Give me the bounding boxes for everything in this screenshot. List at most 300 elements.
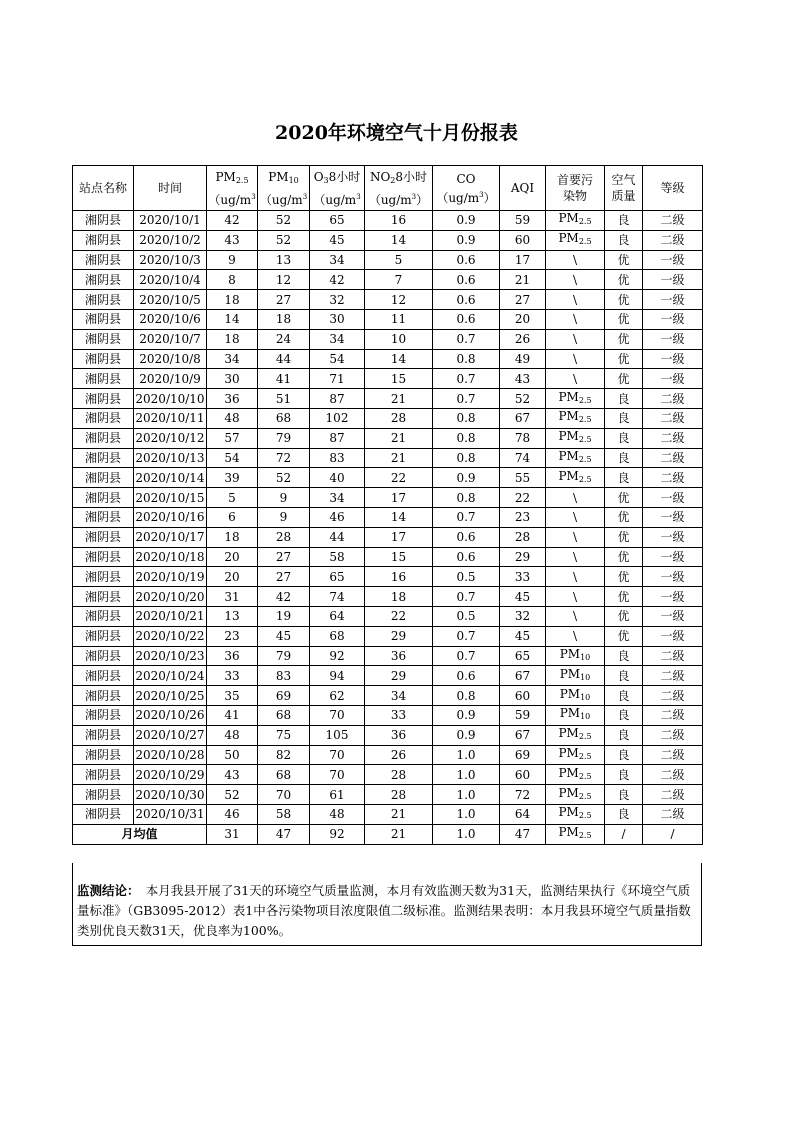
table-cell: 14	[365, 507, 433, 527]
table-cell: 良	[605, 666, 643, 686]
table-cell: 64	[500, 804, 546, 824]
header-label: AQI	[510, 181, 535, 195]
table-cell: 79	[258, 646, 310, 666]
header-label: PM	[215, 169, 236, 184]
table-row	[73, 488, 703, 508]
table-row	[73, 448, 703, 468]
header-subscript: 3	[323, 175, 329, 185]
table-cell	[546, 428, 605, 448]
table-cell: 优	[605, 527, 643, 547]
table-cell: 一级	[643, 488, 703, 508]
table-cell: 0.7	[433, 329, 500, 349]
table-cell: 湘阴县	[73, 626, 134, 646]
table-cell: 78	[500, 428, 546, 448]
table-cell: 0.7	[433, 507, 500, 527]
table-cell: 36	[365, 646, 433, 666]
table-cell: 二级	[643, 468, 703, 488]
table-cell: 二级	[643, 804, 703, 824]
table-cell: 优	[605, 369, 643, 389]
table-cell: 湘阴县	[73, 527, 134, 547]
table-cell: 2020/10/28	[134, 745, 207, 765]
table-cell: 湘阴县	[73, 725, 134, 745]
table-cell	[546, 785, 605, 805]
header-label: 站点名称	[78, 181, 127, 195]
table-cell: 65	[310, 211, 365, 231]
table-cell	[546, 686, 605, 706]
table-cell: 一级	[643, 606, 703, 626]
header-label: 等级	[660, 181, 685, 195]
table-cell: 60	[500, 230, 546, 250]
header-suffix: 8小时	[328, 169, 361, 184]
table-cell: 2020/10/10	[134, 389, 207, 409]
table-cell: \	[546, 369, 605, 389]
pollutant-subscript: 2.5	[578, 831, 592, 841]
table-cell: 43	[207, 230, 258, 250]
header-label: NO	[369, 169, 391, 184]
table-row	[73, 369, 703, 389]
column-header	[365, 166, 433, 211]
header-unit: （ug/m	[313, 192, 357, 207]
column-header	[207, 166, 258, 211]
table-cell: 12	[365, 290, 433, 310]
table-cell: \	[546, 547, 605, 567]
table-cell: 一级	[643, 290, 703, 310]
table-cell: 2020/10/11	[134, 408, 207, 428]
header-superscript: 3	[411, 192, 417, 201]
table-cell: 30	[310, 309, 365, 329]
average-cell: 92	[310, 824, 365, 844]
table-cell: 一级	[643, 587, 703, 607]
pollutant-base: PM	[559, 706, 581, 721]
table-cell: 2020/10/26	[134, 705, 207, 725]
table-cell: 46	[207, 804, 258, 824]
table-cell: 44	[258, 349, 310, 369]
table-cell: 18	[258, 309, 310, 329]
table-cell: 0.7	[433, 646, 500, 666]
table-cell	[546, 230, 605, 250]
header-superscript: 3	[356, 192, 361, 201]
table-row	[73, 507, 703, 527]
header-superscript: 3	[302, 192, 308, 201]
average-cell: 47	[258, 824, 310, 844]
table-cell: 优	[605, 270, 643, 290]
header-label: PM	[268, 169, 289, 184]
table-cell: 52	[207, 785, 258, 805]
table-cell	[546, 745, 605, 765]
header-label: 时间	[157, 181, 182, 195]
table-row	[73, 211, 703, 231]
table-cell: 22	[500, 488, 546, 508]
table-cell: 45	[500, 587, 546, 607]
table-cell: 40	[310, 468, 365, 488]
header-close: ）	[416, 192, 429, 207]
table-cell: 17	[500, 250, 546, 270]
table-cell: 21	[365, 448, 433, 468]
table-cell: 22	[365, 468, 433, 488]
table-cell: 2020/10/14	[134, 468, 207, 488]
table-cell: 1.0	[433, 765, 500, 785]
average-cell: /	[643, 824, 703, 844]
table-cell: 13	[207, 606, 258, 626]
table-cell	[546, 765, 605, 785]
table-cell: 72	[500, 785, 546, 805]
table-cell	[546, 389, 605, 409]
header-superscript: 3	[251, 192, 256, 201]
table-row	[73, 785, 703, 805]
table-cell: 17	[365, 488, 433, 508]
table-row	[73, 705, 703, 725]
table-cell: 2020/10/12	[134, 428, 207, 448]
header-unit: （ug/m	[368, 192, 412, 207]
table-cell: 湘阴县	[73, 804, 134, 824]
table-cell: 18	[207, 527, 258, 547]
column-header	[310, 166, 365, 211]
pollutant-base: PM	[558, 448, 579, 463]
table-cell: 0.8	[433, 448, 500, 468]
conclusion-label: 监测结论：	[77, 883, 134, 898]
table-cell: 二级	[643, 448, 703, 468]
table-row	[73, 587, 703, 607]
table-cell: 0.7	[433, 626, 500, 646]
table-cell: 46	[310, 507, 365, 527]
pollutant-subscript: 2.5	[578, 415, 592, 425]
table-cell: 2020/10/3	[134, 250, 207, 270]
table-cell: 1.0	[433, 745, 500, 765]
table-row	[73, 606, 703, 626]
header-unit: （ug/m	[436, 190, 480, 205]
average-row	[73, 824, 703, 844]
table-cell: 52	[258, 230, 310, 250]
pollutant-subscript: 2.5	[578, 435, 592, 445]
table-cell: \	[546, 329, 605, 349]
table-cell: 33	[207, 666, 258, 686]
table-cell: 21	[365, 389, 433, 409]
table-cell: 27	[258, 567, 310, 587]
table-cell: 0.9	[433, 468, 500, 488]
table-cell: 良	[605, 765, 643, 785]
table-cell: 45	[310, 230, 365, 250]
table-cell: 一级	[643, 567, 703, 587]
table-cell: 28	[258, 527, 310, 547]
table-cell: 83	[310, 448, 365, 468]
table-cell	[546, 666, 605, 686]
table-cell: 20	[500, 309, 546, 329]
table-cell: 良	[605, 745, 643, 765]
table-cell: 一级	[643, 527, 703, 547]
table-cell: \	[546, 349, 605, 369]
table-cell: 87	[310, 428, 365, 448]
table-cell: 22	[365, 606, 433, 626]
header-label: 空气	[611, 173, 636, 187]
table-cell: 29	[365, 666, 433, 686]
table-cell: 湘阴县	[73, 686, 134, 706]
table-cell: 2020/10/23	[134, 646, 207, 666]
table-cell: 0.7	[433, 389, 500, 409]
table-cell: 58	[258, 804, 310, 824]
conclusion-box	[72, 863, 702, 946]
column-header	[134, 166, 207, 211]
table-cell: 二级	[643, 230, 703, 250]
table-cell: 湘阴县	[73, 606, 134, 626]
table-cell	[546, 408, 605, 428]
table-cell: 20	[207, 547, 258, 567]
table-cell: 34	[310, 329, 365, 349]
table-cell: 65	[500, 646, 546, 666]
table-row	[73, 527, 703, 547]
table-cell: 2020/10/13	[134, 448, 207, 468]
table-cell: 6	[207, 507, 258, 527]
pollutant-subscript: 10	[580, 692, 591, 702]
table-cell: 70	[310, 705, 365, 725]
pollutant-subscript: 2.5	[578, 811, 592, 821]
table-row	[73, 468, 703, 488]
table-cell: 一级	[643, 329, 703, 349]
table-cell: 一级	[643, 250, 703, 270]
table-cell: 44	[310, 527, 365, 547]
header-superscript: 3	[479, 190, 484, 199]
table-cell: 28	[500, 527, 546, 547]
table-cell: 0.6	[433, 290, 500, 310]
table-cell: 2020/10/22	[134, 626, 207, 646]
table-cell: 二级	[643, 428, 703, 448]
table-cell: 优	[605, 349, 643, 369]
table-cell: 0.6	[433, 309, 500, 329]
table-cell: 71	[310, 369, 365, 389]
table-cell: 0.6	[433, 250, 500, 270]
table-cell: 良	[605, 389, 643, 409]
table-cell: 良	[605, 646, 643, 666]
table-cell: 29	[365, 626, 433, 646]
table-cell: 42	[310, 270, 365, 290]
pollutant-base: PM	[558, 805, 579, 820]
table-cell	[546, 468, 605, 488]
table-cell: 19	[258, 606, 310, 626]
table-cell: 74	[310, 587, 365, 607]
table-cell: 62	[310, 686, 365, 706]
table-row	[73, 626, 703, 646]
table-cell: 5	[365, 250, 433, 270]
table-cell: 一级	[643, 309, 703, 329]
pollutant-base: PM	[558, 468, 579, 483]
table-row	[73, 230, 703, 250]
table-cell: 28	[365, 765, 433, 785]
table-cell: 湘阴县	[73, 309, 134, 329]
table-row	[73, 547, 703, 567]
table-cell: 42	[207, 211, 258, 231]
table-cell: 0.8	[433, 408, 500, 428]
table-cell: 优	[605, 587, 643, 607]
header-subscript: 10	[288, 175, 299, 185]
column-header	[643, 166, 703, 211]
pollutant-subscript: 10	[580, 652, 591, 662]
column-header	[500, 166, 546, 211]
table-cell: 优	[605, 250, 643, 270]
pollutant-base: PM	[558, 785, 579, 800]
table-row	[73, 270, 703, 290]
table-cell: 21	[365, 804, 433, 824]
table-cell: 27	[500, 290, 546, 310]
header-suffix: 8小时	[395, 169, 428, 184]
table-cell: 良	[605, 785, 643, 805]
table-cell: 湘阴县	[73, 587, 134, 607]
table-row	[73, 567, 703, 587]
table-cell: 湘阴县	[73, 250, 134, 270]
table-cell: 16	[365, 567, 433, 587]
table-cell: 良	[605, 230, 643, 250]
table-cell: 21	[500, 270, 546, 290]
table-cell: \	[546, 626, 605, 646]
table-row	[73, 428, 703, 448]
table-cell: 70	[258, 785, 310, 805]
table-cell: 0.9	[433, 230, 500, 250]
header-unit: 染物	[562, 189, 587, 203]
table-cell: 良	[605, 408, 643, 428]
table-cell: 优	[605, 290, 643, 310]
table-cell: 二级	[643, 211, 703, 231]
table-cell: 二级	[643, 686, 703, 706]
table-cell: 33	[365, 705, 433, 725]
table-cell: 湘阴县	[73, 507, 134, 527]
table-cell: 82	[258, 745, 310, 765]
pollutant-base: PM	[558, 726, 579, 741]
table-cell: 2020/10/31	[134, 804, 207, 824]
table-cell: 26	[365, 745, 433, 765]
table-cell: 52	[258, 468, 310, 488]
table-cell: 67	[500, 725, 546, 745]
table-cell: 18	[365, 587, 433, 607]
table-cell: 30	[207, 369, 258, 389]
table-cell: 2020/10/9	[134, 369, 207, 389]
table-cell: 二级	[643, 745, 703, 765]
table-cell: 12	[258, 270, 310, 290]
table-cell: 良	[605, 448, 643, 468]
table-cell: 湘阴县	[73, 448, 134, 468]
table-cell: 2020/10/6	[134, 309, 207, 329]
table-cell: 二级	[643, 725, 703, 745]
table-cell: 54	[207, 448, 258, 468]
header-row	[73, 166, 703, 211]
table-cell: 0.9	[433, 211, 500, 231]
table-cell: 60	[500, 686, 546, 706]
table-cell: 27	[258, 290, 310, 310]
table-cell: 105	[310, 725, 365, 745]
table-cell: 湘阴县	[73, 765, 134, 785]
table-cell: 35	[207, 686, 258, 706]
pollutant-subscript: 2.5	[578, 395, 592, 405]
table-cell: 二级	[643, 408, 703, 428]
header-close: ）	[483, 190, 496, 205]
table-row	[73, 290, 703, 310]
table-cell: 一级	[643, 369, 703, 389]
table-cell: 69	[500, 745, 546, 765]
table-cell: 36	[207, 646, 258, 666]
table-cell: 15	[365, 547, 433, 567]
table-cell: 55	[500, 468, 546, 488]
table-cell: 优	[605, 329, 643, 349]
table-cell: 2020/10/27	[134, 725, 207, 745]
pollutant-base: PM	[559, 646, 581, 661]
pollutant-subscript: 2.5	[578, 732, 592, 742]
header-unit: （ug/m	[259, 192, 303, 207]
table-cell: 59	[500, 211, 546, 231]
table-cell: 5	[207, 488, 258, 508]
table-cell: 湘阴县	[73, 270, 134, 290]
table-cell: 二级	[643, 389, 703, 409]
table-cell: 良	[605, 686, 643, 706]
table-cell	[546, 804, 605, 824]
table-cell: 54	[310, 349, 365, 369]
table-cell	[546, 448, 605, 468]
table-cell: 优	[605, 488, 643, 508]
table-cell: 45	[500, 626, 546, 646]
table-cell: 48	[207, 725, 258, 745]
table-cell: 湘阴县	[73, 369, 134, 389]
pollutant-subscript: 2.5	[578, 474, 592, 484]
table-cell: 2020/10/24	[134, 666, 207, 686]
table-cell: 湘阴县	[73, 329, 134, 349]
average-cell: /	[605, 824, 643, 844]
table-cell: 2020/10/15	[134, 488, 207, 508]
pollutant-subscript: 10	[580, 712, 591, 722]
table-cell: 优	[605, 547, 643, 567]
table-cell: 湘阴县	[73, 349, 134, 369]
table-cell: 湘阴县	[73, 389, 134, 409]
table-cell: \	[546, 507, 605, 527]
table-cell: 49	[500, 349, 546, 369]
table-cell: 36	[365, 725, 433, 745]
table-cell: 0.8	[433, 488, 500, 508]
pollutant-base: PM	[559, 686, 581, 701]
table-cell: 51	[258, 389, 310, 409]
table-cell: 一级	[643, 626, 703, 646]
table-cell: 湘阴县	[73, 290, 134, 310]
table-row	[73, 745, 703, 765]
pollutant-base: PM	[559, 666, 581, 681]
table-cell: 2020/10/16	[134, 507, 207, 527]
pollutant-subscript: 2.5	[578, 454, 592, 464]
table-cell: 0.6	[433, 270, 500, 290]
table-cell: \	[546, 567, 605, 587]
table-cell: \	[546, 488, 605, 508]
table-cell: 23	[500, 507, 546, 527]
table-cell: 75	[258, 725, 310, 745]
table-cell: 43	[500, 369, 546, 389]
table-cell: 一级	[643, 547, 703, 567]
table-cell: 28	[365, 785, 433, 805]
table-row	[73, 329, 703, 349]
table-cell: 良	[605, 705, 643, 725]
header-unit: 质量	[611, 189, 636, 203]
table-row	[73, 389, 703, 409]
table-cell: 50	[207, 745, 258, 765]
table-cell: 9	[207, 250, 258, 270]
pollutant-base: PM	[558, 745, 579, 760]
table-cell: 湘阴县	[73, 230, 134, 250]
table-cell: 31	[207, 587, 258, 607]
table-cell: 59	[500, 705, 546, 725]
table-row	[73, 804, 703, 824]
table-row	[73, 408, 703, 428]
table-cell: 0.8	[433, 349, 500, 369]
table-cell: 15	[365, 369, 433, 389]
table-cell: 湘阴县	[73, 646, 134, 666]
table-cell: 58	[310, 547, 365, 567]
table-cell: 良	[605, 468, 643, 488]
conclusion-text: 本月我县开展了31天的环境空气质量监测，本月有效监测天数为31天，监测结果执行《环境空气质量标准》（GB3095-2012）表1中各污染物项目浓度限值二级标准。监测结果表明：本月我县环境空气质量指数类别优良天数31天，优良率为100%。	[77, 883, 691, 938]
table-cell: 92	[310, 646, 365, 666]
table-cell: 70	[310, 745, 365, 765]
average-cell: 21	[365, 824, 433, 844]
